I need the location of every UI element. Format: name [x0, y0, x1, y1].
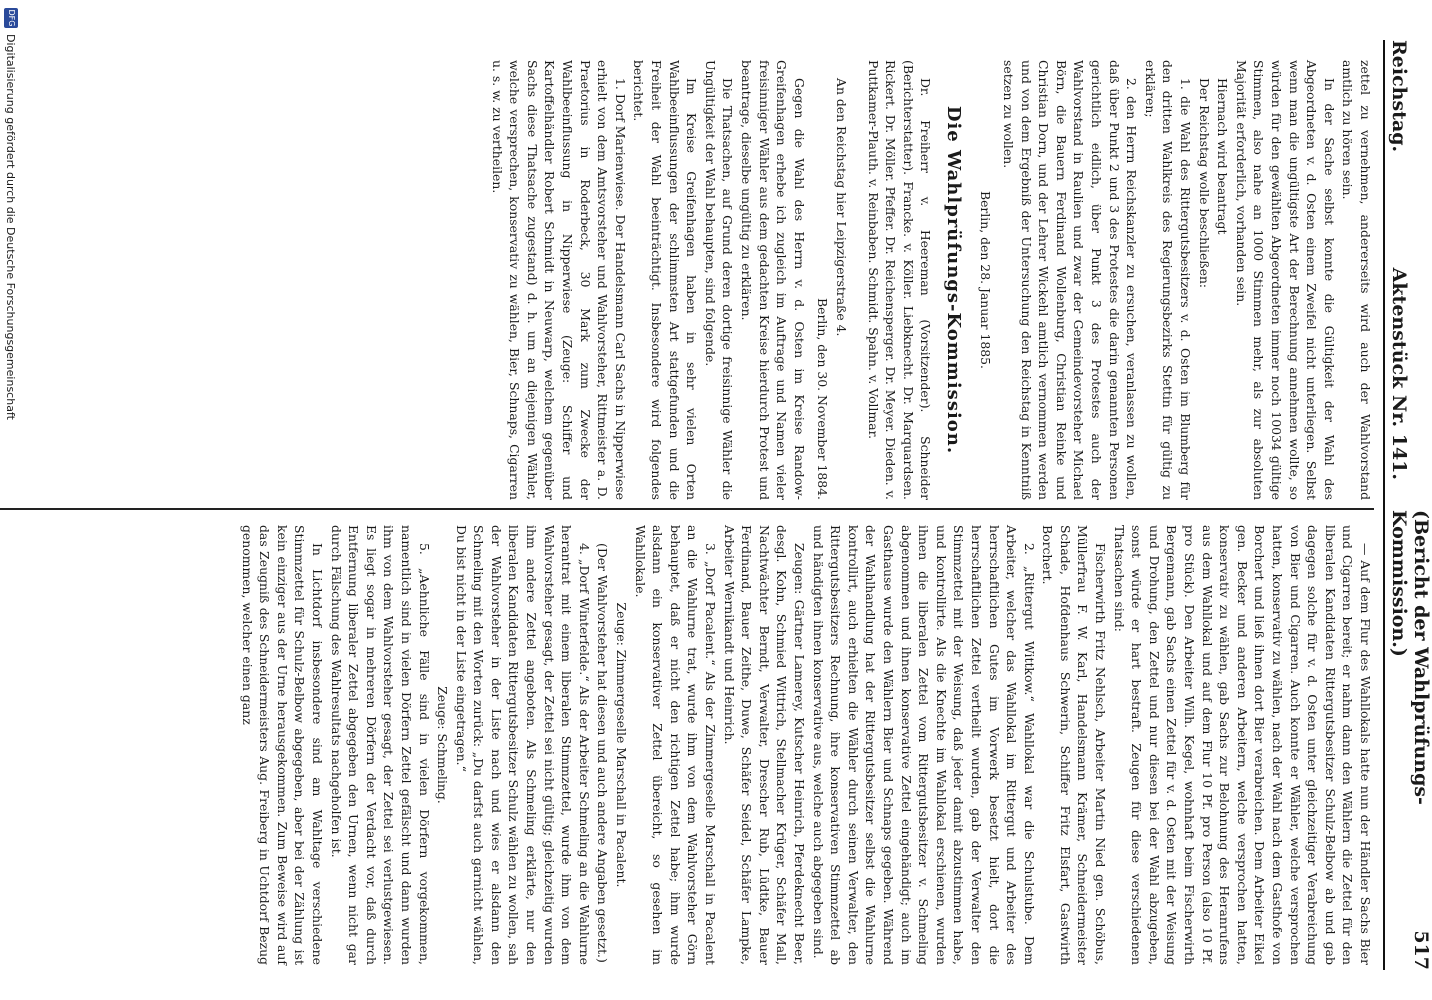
paragraph: Im Kreise Greifenhagen haben in sehr vielen Orten Wahlbeeinflussungen der schlimmsten Art stattgefunden und die Freiheit der Wahl beeinträchtigt. Insbesondere wird folgendes berichtet.	[631, 60, 700, 500]
paragraph: 2. „Rittergut Wittkow.“ Wahllokal war die Schulstube. Dem Arbeiter, welcher das Wahllokal im Rittergut und Arbeiter des herrschaftlichen Gutes im Vorwerk besetzt hielt, dort die herrschaftlichen Zettel vertheilt wurden, gab der Verwalter den Stimmzettel mit der Weisung, daß jeder damit abzustimmen habe, und kontrollirte. Als die Knechte im Wahllokal erschienen, wurden ihnen die liberalen Zettel vom Rittergutsbesitzer v. Schmeling abgenommen und ihnen konservative Zettel eingehändigt; auch im Gasthause wurde den Wählern Bier und Schnaps gegeben. Während der Wahlhandlung hat der Rittergutsbesitzer selbst die Wahlurne kontrollirt, auch erhielten die Wähler durch seinen Verwalter, den Rittergutsbesitzers Rechnung, ihre konservativen Stimmzettel ab und händigten ihnen konservative aus, welche auch abgegeben sind.	[810, 525, 1037, 965]
motion-item: 2. den Herrn Reichskanzler zu ersuchen, veranlassen zu wollen, daß über Punkt 2 und 3 des Protestes die darin genannten Personen gerichtlich eidlich, über Punkt 3 des Protestes auch der Wahlvorstand in Raulien und zwar der Gemeindevorsteher Michael Börn, die Bauern Ferdinand Wollenburg, Christian Reinke und Christian Dorn, und der Lehrer Wickehl amtlich vernommen werden und von dem Ergebniß der Untersuchung den Reichstag in Kenntniß setzen zu wollen.	[1001, 60, 1140, 500]
witness-list: Zeugen: Gärtner Lamerey, Kutscher Heinrich, Pferdeknecht Beer, desgl. Kohn, Schmied Wittrich, Stellmacher Krüger, Schäfer Mall, Nachtwächter Berndt, Verwalter, Drescher Rub, Lüdtke, Bauer Ferdinand, Bauer Zeithe, Duwe, Schäfer Seidel, Schäfer Lampke, Arbeiter Wernikandt und Heinrich.	[721, 525, 807, 965]
page-footer	[0, 0, 22, 1000]
paragraph: Die Thatsachen, auf Grund deren dortige freisinnige Wähler die Ungültigkeit der Wahl behaupten, sind folgende.	[702, 60, 736, 500]
witness-line: Zeuge: Schmeling.	[435, 686, 451, 804]
date-line: Berlin, den 30. November 1884.	[815, 298, 831, 500]
header-left-title: Reichstag.	[1388, 40, 1410, 153]
paragraph: In Lichtdorf insbesondere sind am Wahltage verschiedene Stimmzettel für Schulz-Belbow abgegeben, aber bei der Zählung ist kein einziger aus der Urne herausgekommen. Zum Beweise wird auf das Zeugniß des Schneidermeisters Aug. Freiberg in Uchtdorf Bezug genommen, welcher einen ganz	[239, 525, 325, 965]
header-doc-number: Aktenstück Nr. 141.	[1388, 267, 1410, 480]
date-line: Berlin, den 28. Januar 1885.	[977, 190, 993, 369]
paragraph: Gegen die Wahl des Herrn v. d. Osten im Kreise Randow-Greifenhagen erhebe ich zugleich im Auftrage und Namen vieler freisinniger Wähler aus dem gedachten Kreise hierdurch Protest und beantrage, dieselbe ungültig zu erklären.	[739, 60, 807, 500]
paragraph: 4. „Dorf Winterfelde.“ Als der Arbeiter Schmeling an die Wahlurne herantrat mit einem liberalen Stimmzettel, wurde ihm von dem Wahlvorsteher gesagt, der Zettel sei nicht gültig; gleichzeitig wurden ihm andere Zettel angeboten. Als Schmeling erklärte, nur den liberalen Kandidaten Rittergutsbesitzer Schulz wählen zu wollen, sah der Wahlvorsteher in der Liste nach und wies er alsdann den Schmeling mit den Worten zurück: „Du darfst auch garnicht wählen, Du bist nicht in der Liste eingetragen.“	[453, 525, 592, 965]
address-block: An den Reichstag hier Leipzigerstraße 4.	[833, 78, 849, 337]
page-number: 517	[1410, 930, 1432, 970]
paragraph: In der Sache selbst konnte die Gültigkeit der Wahl des Abgeordneten v. d. Osten einem Zweifel nicht unterliegen. Selbst wenn man die ungültigste Art der Berechnung annehmen wollte, so würden für den gewählten Abgeordneten immer noch 10034 gültige Stimmen, also nahe an 1000 Stimmen mehr, als zur absoluten Majorität erforderlich, vorhanden sein.	[1233, 60, 1337, 500]
paragraph: 3. „Dorf Pacalent.“ Als der Zimmergeselle Marschall in Pacalent an die Wahlurne trat, wurde ihm von dem Wahlvorsteher Görn behauptet, daß er nicht den richtigen Zettel habe; ihm wurde alsdann ein konservativer Zettel übereicht, so gesehen im Wahllokale.	[632, 525, 719, 965]
left-column	[487, 60, 1374, 500]
paragraph: zettel zu vernehmen, andererseits wird auch der Wahlvorstand amtlich zu hören sein.	[1340, 60, 1373, 500]
motion-item: 1. die Wahl des Rittergutsbesitzers v. d. Osten im Blumberg für den dritten Wahlkreis des Regierungsbezirks Stettin für gültig zu erklären;	[1142, 60, 1194, 500]
paragraph: Hiernach wird beantragt	[1215, 78, 1231, 235]
paragraph: 1. Dorf Marienwiese. Der Handelsmann Carl Sachs in Nipperwiese erhielt von dem Amtsvorsteher und Wahlvorsteher, Rittmeister a. D. Praetorius in Roderbeck, 30 Mark zum Zwecke der Wahlbeeinflussung in Nipperwiese (Zeuge: Schiffer und Kartoffelhändler Robert Schmidt in Neuwarp, welchem gegenüber Sachs diese Thatsache zugestand) d. h. um an diejenigen Wähler, welche versprechen, konservativ zu wählen, Bier, Schnaps, Cigarren u. s. w. zu vertheilen.	[489, 60, 628, 500]
paragraph: — Auf dem Flur des Wahllokals hatte nun der Händler Sachs Bier und Cigarren bereit; er nahm dann den Wählern die Zettel für den liberalen Kandidaten Rittergutsbesitzer Schulz-Belbow ab und gab dagegen solche für v. d. Osten unter gleichzeitiger Verabreichung von Bier und Cigarren. Auch konnte er Wähler, welche versprochen hatten, konservativ zu wählen, nach der Wahl nach dem Gasthofe von Borchert und ließ ihnen dort Bier verabreichen. Dem Arbeiter Eikel gen. Becker und anderen Arbeitern, welche versprochen hatten, konservativ zu wählen, gab Sachs zur Belohnung des Heranrufens aus dem Wahllokal und auf dem Flur 10 Pf. pro Person (also 10 Pf. pro Stück). Den Arbeiter Wilh. Kegel, wohnhaft beim Fischerwirth Bergemann, gab Sachs einen Zettel für v. d. Osten mit der Weisung und Drohung, den Zettel und nur diesen bei der Wahl abzugeben, sonst würde er hart bestraft. Zeugen für diese verschiedenen Thatsachen sind:	[1111, 525, 1373, 965]
dfg-logo-icon: DFG	[4, 8, 18, 28]
witness-line: Zeuge: Zimmergeselle Marschall in Pacalent.	[614, 602, 630, 888]
footer-text: Digitalisierung gefördert durch die Deutsche Forschungsgemeinschaft	[4, 34, 18, 420]
header-subtitle: (Bericht der Wahlprüfungs-Kommission.)	[1388, 510, 1432, 805]
paragraph: 5. „Aehnliche Fälle sind in vielen Dörfern vorgekommen, namentlich sind in vielen Dörfern Zettel gefälscht und dann wurden ihm von dem Wahlvorsteher gesagt, der Zettel sei verlustgewiesen. Es liegt sogar in mehreren Dörfern der Verdacht vor, daß durch Entfernung liberaler Zettel abgegeben den Urnen, wenn nicht gar durch Fälschung des Wahlresultats nachgeholfen ist.	[328, 525, 432, 965]
witness-list: Fischerwirth Fritz Nehlsch, Arbeiter Martin Nied gen. Schöbus, Müllerfrau F. W. Karl, Handelsmann Krämer, Schneidermeister Schade, Hofdenhaus Schwerin, Schiffer Fritz Elsfart, Gastwirth Borchert.	[1040, 525, 1109, 965]
commission-members: Dr. Freiherr v. Heereman (Vorsitzender). Schneider (Berichterstatter). Francke. v. Köller. Liebknecht. Dr. Marquardsen. Rickert. Dr. Möller. Pfeffer. Dr. Reichensperger. Dr. Meyer. Dieden. v. Puttkamer-Plauth. v. Reinbaben. Schmidt. Spahn. v. Vollmar.	[865, 60, 934, 500]
right-column	[237, 525, 1374, 965]
paragraph: (Der Wahlvorsteher hat diesen und auch andere Angaben gesetzt.)	[595, 543, 611, 963]
paragraph: Der Reichstag wolle beschließen:	[1196, 78, 1212, 289]
page-header	[1383, 40, 1432, 970]
commission-title: Die Wahlprüfungs-Kommission.	[942, 105, 964, 455]
column-divider	[0, 508, 1374, 510]
